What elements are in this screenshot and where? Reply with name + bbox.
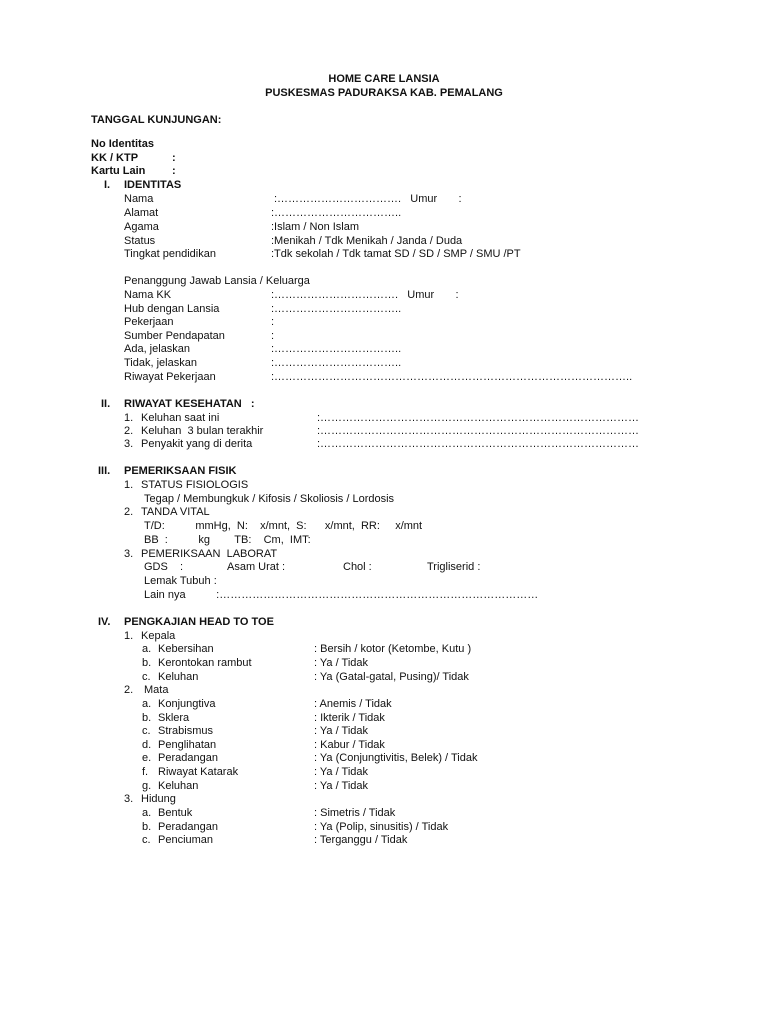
vital-signs-title: TANDA VITAL — [141, 506, 210, 518]
item-value: : Kabur / Tidak — [314, 739, 385, 751]
nama-value: :……………………………. Umur : — [274, 193, 462, 205]
item-value: : Ya (Gatal-gatal, Pusing)/ Tidak — [314, 671, 469, 683]
agama-label: Agama — [124, 221, 159, 233]
item-label: Keluhan — [158, 780, 199, 792]
relation-label: Hub dengan Lansia — [124, 303, 220, 315]
item-value: : Simetris / Tidak — [314, 807, 396, 819]
item-label: Penglihatan — [158, 739, 217, 751]
agama-value: :Islam / Non Islam — [271, 221, 360, 233]
guardian-title: Penanggung Jawab Lansia / Keluarga — [124, 275, 310, 287]
posture-options: Tegap / Membungkuk / Kifosis / Skoliosis / Lordosis — [144, 493, 395, 505]
section-1-title: IDENTITAS — [124, 179, 182, 191]
item-label: Kerontokan rambut — [158, 657, 252, 669]
health-item-value: :…………………………………………………………………………… — [317, 412, 640, 424]
item-letter: a. — [142, 643, 152, 655]
relation-value: :…………………………….. — [271, 303, 402, 315]
other-card-colon: : — [172, 165, 176, 177]
section-2-title: RIWAYAT KESEHATAN : — [124, 398, 255, 410]
pendidikan-label: Tingkat pendidikan — [124, 248, 216, 260]
status-label: Status — [124, 235, 156, 247]
health-item-number: 1. — [124, 412, 134, 424]
item-label: Konjungtiva — [158, 698, 216, 710]
document-subtitle: PUSKESMAS PADURAKSA KAB. PEMALANG — [265, 87, 503, 99]
health-item-value: :…………………………………………………………………………… — [317, 438, 640, 450]
vital-signs-number: 2. — [124, 506, 134, 518]
item-letter: b. — [142, 657, 152, 669]
item-label: Peradangan — [158, 752, 218, 764]
item-value: : Terganggu / Tidak — [314, 834, 408, 846]
status-fisiologis-title: STATUS FISIOLOGIS — [141, 479, 249, 491]
item-value: : Ya (Conjungtivitis, Belek) / Tidak — [314, 752, 478, 764]
alamat-value: :…………………………….. — [271, 207, 402, 219]
health-item-label: Keluhan saat ini — [141, 412, 220, 424]
vital-signs-line-1: T/D: mmHg, N: x/mnt, S: x/mnt, RR: x/mnt — [144, 520, 423, 532]
lab-lemak-tubuh: Lemak Tubuh : — [144, 575, 217, 587]
item-letter: f. — [142, 766, 149, 778]
section-3-title: PEMERIKSAAN FISIK — [124, 465, 237, 477]
group-number: 2. — [124, 684, 134, 696]
item-label: Peradangan — [158, 821, 218, 833]
id-number-label: No Identitas — [91, 138, 154, 150]
item-letter: c. — [142, 725, 151, 737]
ada-label: Ada, jelaskan — [124, 343, 191, 355]
section-4-number: IV. — [98, 616, 111, 628]
alamat-label: Alamat — [124, 207, 159, 219]
visit-date-label: TANGGAL KUNJUNGAN: — [91, 114, 222, 126]
tidak-value: :…………………………….. — [271, 357, 402, 369]
item-letter: b. — [142, 821, 152, 833]
pekerjaan-value: : — [271, 316, 275, 328]
section-3-number: III. — [98, 465, 111, 477]
health-item-label: Keluhan 3 bulan terakhir — [141, 425, 264, 437]
item-label: Strabismus — [158, 725, 214, 737]
item-label: Penciuman — [158, 834, 214, 846]
nama-label: Nama — [124, 193, 154, 205]
item-letter: c. — [142, 834, 151, 846]
pendidikan-value: :Tdk sekolah / Tdk tamat SD / SD / SMP / SMU /PT — [271, 248, 521, 260]
kk-ktp-label: KK / KTP — [91, 152, 139, 164]
health-item-number: 3. — [124, 438, 134, 450]
item-label: Sklera — [158, 712, 190, 724]
item-label: Bentuk — [158, 807, 193, 819]
document-title: HOME CARE LANSIA — [328, 73, 440, 85]
lab-gds: GDS : — [144, 561, 184, 573]
status-fisiologis-number: 1. — [124, 479, 134, 491]
section-2-number: II. — [101, 398, 111, 410]
section-1-number: I. — [104, 179, 111, 191]
lab-other: Lain nya :…………………………………………………………………………… — [144, 589, 539, 601]
other-card-label: Kartu Lain — [91, 165, 146, 177]
item-value: : Ya / Tidak — [314, 657, 369, 669]
item-letter: g. — [142, 780, 152, 792]
health-item-number: 2. — [124, 425, 134, 437]
income-value: : — [271, 330, 275, 342]
group-title: Kepala — [141, 630, 176, 642]
item-label: Kebersihan — [158, 643, 214, 655]
item-value: : Ikterik / Tidak — [314, 712, 385, 724]
item-letter: e. — [142, 752, 152, 764]
nama-kk-value: :……………………………. Umur : — [271, 289, 459, 301]
item-value: : Ya / Tidak — [314, 725, 369, 737]
item-letter: d. — [142, 739, 152, 751]
group-title: Mata — [144, 684, 169, 696]
group-number: 1. — [124, 630, 134, 642]
work-history-value: :…………………………………………………………………………………….. — [271, 371, 633, 383]
item-label: Keluhan — [158, 671, 199, 683]
group-number: 3. — [124, 793, 134, 805]
item-value: : Ya (Polip, sinusitis) / Tidak — [314, 821, 449, 833]
item-label: Riwayat Katarak — [158, 766, 239, 778]
item-value: : Ya / Tidak — [314, 780, 369, 792]
lab-chol: Chol : — [343, 561, 372, 573]
lab-number: 3. — [124, 548, 134, 560]
item-letter: b. — [142, 712, 152, 724]
lab-title: PEMERIKSAAN LABORAT — [141, 548, 278, 560]
health-item-value: :…………………………………………………………………………… — [317, 425, 640, 437]
lab-trigliserid: Trigliserid : — [427, 561, 481, 573]
status-value: :Menikah / Tdk Menikah / Janda / Duda — [271, 235, 463, 247]
item-letter: a. — [142, 698, 152, 710]
lab-asam-urat: Asam Urat : — [227, 561, 286, 573]
item-letter: a. — [142, 807, 152, 819]
item-value: : Anemis / Tidak — [314, 698, 392, 710]
vital-signs-line-2: BB : kg TB: Cm, IMT: — [144, 534, 311, 546]
health-item-label: Penyakit yang di derita — [141, 438, 253, 450]
item-letter: c. — [142, 671, 151, 683]
kk-ktp-colon: : — [172, 152, 176, 164]
tidak-label: Tidak, jelaskan — [124, 357, 197, 369]
section-4-title: PENGKAJIAN HEAD TO TOE — [124, 616, 274, 628]
group-title: Hidung — [141, 793, 176, 805]
pekerjaan-label: Pekerjaan — [124, 316, 174, 328]
income-label: Sumber Pendapatan — [124, 330, 225, 342]
nama-kk-label: Nama KK — [124, 289, 172, 301]
ada-value: :…………………………….. — [271, 343, 402, 355]
work-history-label: Riwayat Pekerjaan — [124, 371, 216, 383]
item-value: : Bersih / kotor (Ketombe, Kutu ) — [314, 643, 472, 655]
item-value: : Ya / Tidak — [314, 766, 369, 778]
